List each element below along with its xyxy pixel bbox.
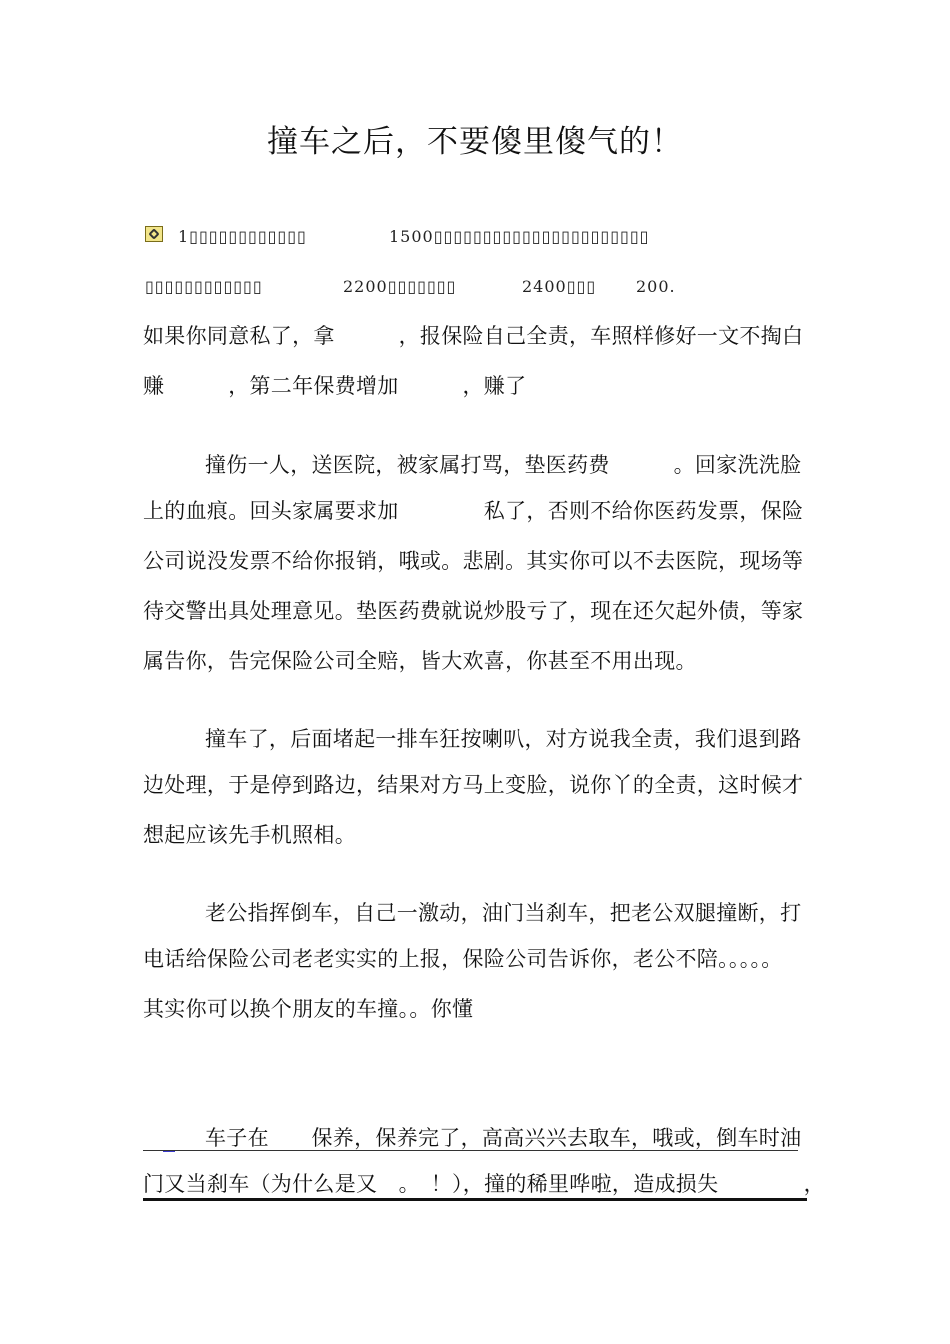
page-title: 撞车之后，不要傻里傻气的！ bbox=[267, 124, 683, 160]
paragraph-line: 上的血痕。回头家属要求加 私了，否则不给你医药发票，保险 bbox=[143, 499, 804, 523]
paragraph-line: 撞伤一人，送医院，被家属打骂，垫医药费 。回家洗洗脸 bbox=[205, 453, 802, 477]
paragraph-line: 撞车了，后面堵起一排车狂按喇叭，对方说我全责，我们退到路 bbox=[205, 727, 802, 751]
garbled-text: 200. bbox=[636, 277, 676, 296]
paragraph-line: 车子在 保养，保养完了，高高兴兴去取车，哦或，倒车时油 bbox=[205, 1126, 802, 1150]
document-icon bbox=[145, 226, 163, 242]
paragraph-line: 想起应该先手机照相。 bbox=[143, 823, 356, 847]
garbled-text: 2400▯▯▯ bbox=[522, 277, 597, 296]
paragraph-line: 待交警出具处理意见。垫医药费就说炒股亏了，现在还欠起外债，等家 bbox=[143, 599, 804, 623]
garbled-text: ▯▯▯▯▯▯▯▯▯▯▯▯ bbox=[145, 277, 263, 296]
garbled-text: 1▯▯▯▯▯▯▯▯▯▯▯▯ bbox=[178, 227, 307, 246]
paragraph-line: 门又当刹车（为什么是又 。 ！），撞的稀里哗啦，造成损失 ， bbox=[143, 1172, 825, 1196]
paragraph-line: 公司说没发票不给你报销，哦或。悲剧。其实你可以不去医院，现场等 bbox=[143, 549, 804, 573]
garbled-text: 2200▯▯▯▯▯▯▯ bbox=[343, 277, 457, 296]
garbled-text: 1500▯▯▯▯▯▯▯▯▯▯▯▯▯▯▯▯▯▯▯▯▯▯ bbox=[389, 227, 650, 246]
paragraph-line: 如果你同意私了，拿 ，报保险自己全责，车照样修好一文不掏白 bbox=[143, 324, 804, 348]
paragraph-line: 属告你，告完保险公司全赔，皆大欢喜，你甚至不用出现。 bbox=[143, 649, 697, 673]
paragraph-line: 其实你可以换个朋友的车撞。。你懂 bbox=[143, 997, 474, 1021]
paragraph-line: 边处理，于是停到路边，结果对方马上变脸，说你丫的全责，这时候才 bbox=[143, 773, 804, 797]
underline-rule bbox=[143, 1150, 798, 1151]
paragraph-line: 赚 ，第二年保费增加 ，赚了 bbox=[143, 374, 527, 398]
paragraph-line: 老公指挥倒车，自己一激动，油门当刹车，把老公双腿撞断，打 bbox=[205, 901, 802, 925]
underline-rule bbox=[143, 1198, 807, 1201]
paragraph-line: 电话给保险公司老老实实的上报，保险公司告诉你，老公不陪。。。。。 bbox=[143, 947, 783, 971]
